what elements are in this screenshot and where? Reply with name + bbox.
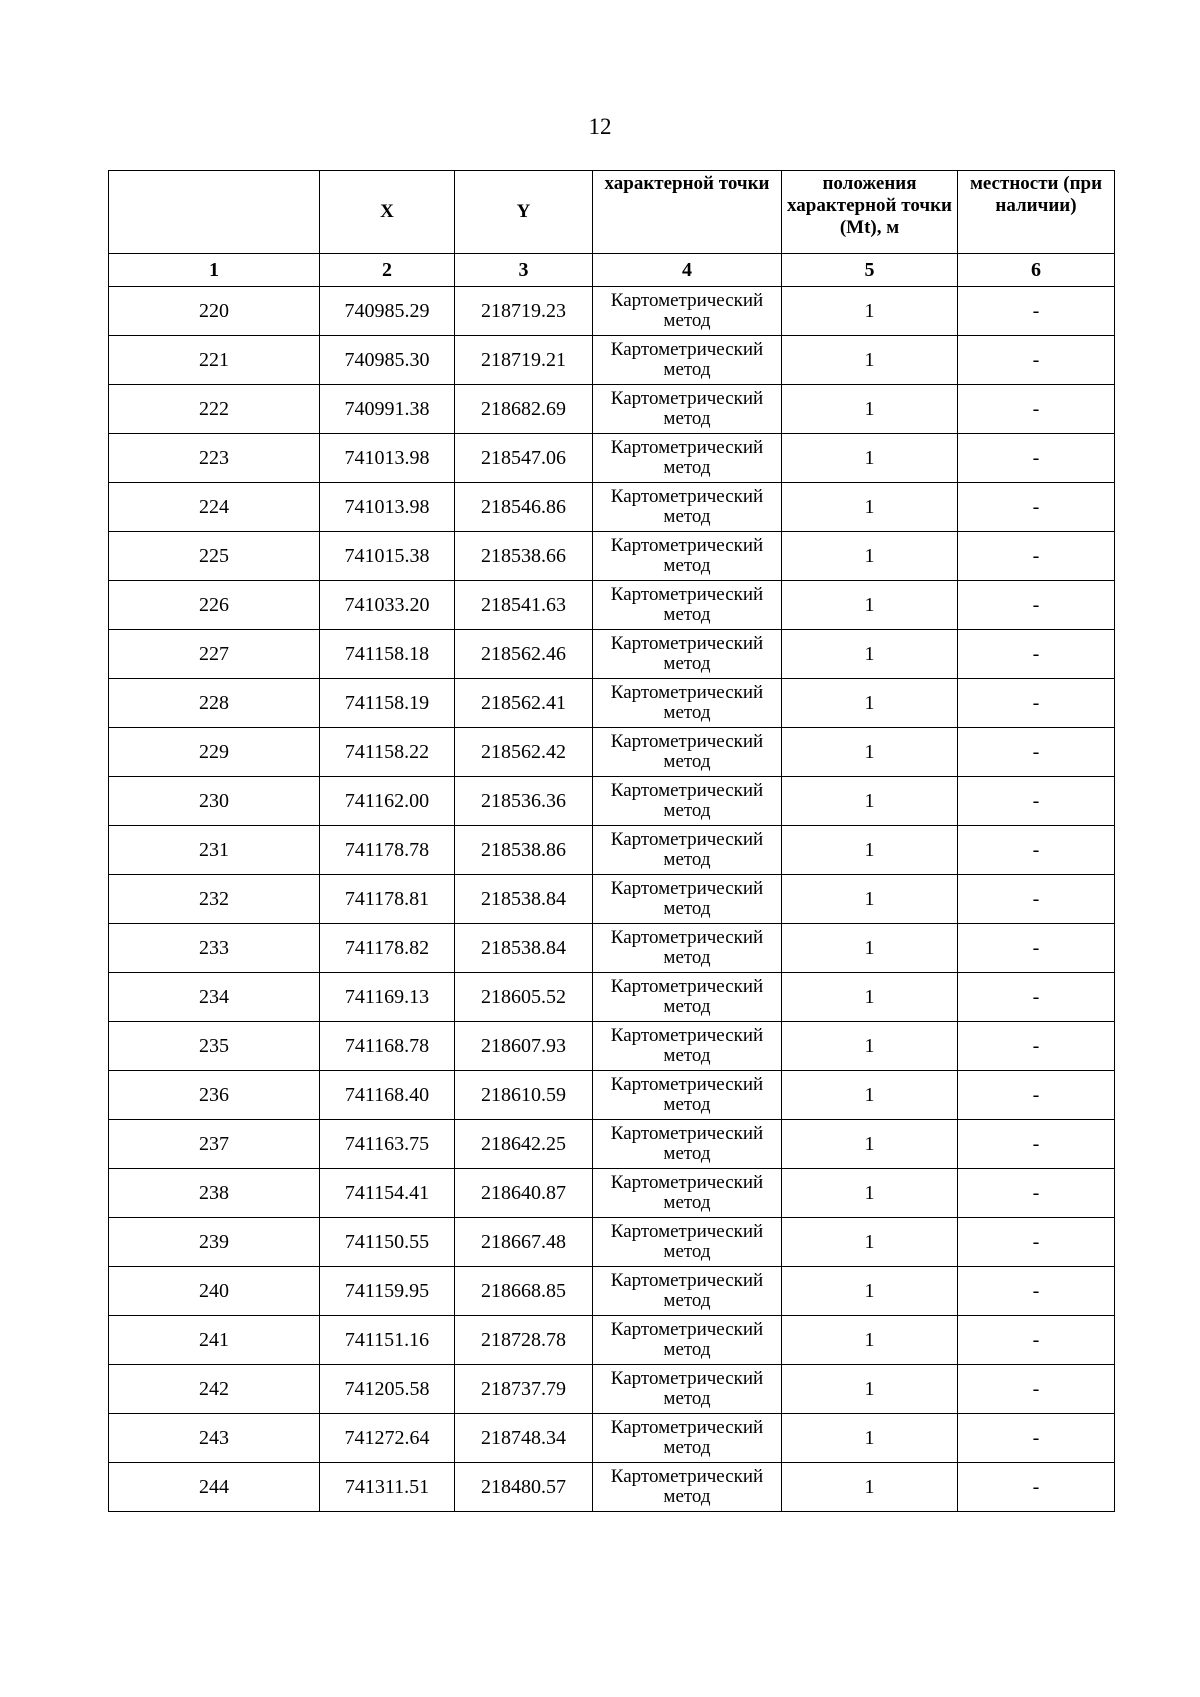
accuracy-cell: 1 [782, 483, 958, 532]
accuracy-cell: 1 [782, 1414, 958, 1463]
table-row [109, 777, 1115, 826]
x-coordinate-cell: 741169.13 [320, 973, 455, 1022]
description-cell: - [958, 336, 1115, 385]
method-line-2: метод [663, 506, 711, 527]
accuracy-cell: 1 [782, 1169, 958, 1218]
page-number: 12 [588, 114, 612, 139]
point-number-cell: 234 [109, 973, 320, 1022]
method-line-1: Картометрический [610, 486, 764, 507]
point-number-cell: 243 [109, 1414, 320, 1463]
description-cell: - [958, 1120, 1115, 1169]
table-row [109, 1071, 1115, 1120]
method-line-2: метод [663, 310, 711, 331]
method-cell [593, 728, 782, 777]
method-cell [593, 875, 782, 924]
y-coordinate-cell: 218737.79 [455, 1365, 593, 1414]
method-line-1: Картометрический [610, 1466, 764, 1487]
accuracy-cell: 1 [782, 924, 958, 973]
description-cell: - [958, 581, 1115, 630]
description-cell: - [958, 1414, 1115, 1463]
x-coordinate-cell: 741158.18 [320, 630, 455, 679]
method-cell [593, 434, 782, 483]
method-line-1: Картометрический [610, 829, 764, 850]
accuracy-cell: 1 [782, 1463, 958, 1512]
accuracy-cell: 1 [782, 973, 958, 1022]
description-cell: - [958, 924, 1115, 973]
x-coordinate-cell: 741311.51 [320, 1463, 455, 1512]
header-point-number [109, 171, 320, 254]
description-cell: - [958, 1267, 1115, 1316]
x-coordinate-cell: 741178.82 [320, 924, 455, 973]
description-cell: - [958, 287, 1115, 336]
method-line-2: метод [663, 1094, 711, 1115]
accuracy-cell: 1 [782, 1267, 958, 1316]
point-number-cell: 242 [109, 1365, 320, 1414]
x-coordinate-cell: 741150.55 [320, 1218, 455, 1267]
method-line-2: метод [663, 408, 711, 429]
x-coordinate-cell: 741158.19 [320, 679, 455, 728]
method-cell [593, 1218, 782, 1267]
header-x: X [320, 171, 455, 254]
method-cell [593, 1463, 782, 1512]
table-row [109, 532, 1115, 581]
y-coordinate-cell: 218668.85 [455, 1267, 593, 1316]
method-cell [593, 1365, 782, 1414]
point-number-cell: 239 [109, 1218, 320, 1267]
accuracy-cell: 1 [782, 581, 958, 630]
table-row [109, 1120, 1115, 1169]
column-number: 1 [109, 254, 320, 287]
description-cell: - [958, 1022, 1115, 1071]
coordinates-table [108, 170, 1115, 1512]
method-line-2: метод [663, 947, 711, 968]
x-coordinate-cell: 740985.29 [320, 287, 455, 336]
x-coordinate-cell: 741205.58 [320, 1365, 455, 1414]
method-line-2: метод [663, 604, 711, 625]
method-line-1: Картометрический [610, 1074, 764, 1095]
y-coordinate-cell: 218605.52 [455, 973, 593, 1022]
table-body [109, 287, 1115, 1512]
x-coordinate-cell: 741163.75 [320, 1120, 455, 1169]
method-cell [593, 483, 782, 532]
header-y: Y [455, 171, 593, 254]
x-coordinate-cell: 741154.41 [320, 1169, 455, 1218]
description-cell: - [958, 777, 1115, 826]
y-coordinate-cell: 218562.41 [455, 679, 593, 728]
method-line-2: метод [663, 359, 711, 380]
point-number-cell: 226 [109, 581, 320, 630]
y-coordinate-cell: 218541.63 [455, 581, 593, 630]
table-row [109, 287, 1115, 336]
description-cell: - [958, 434, 1115, 483]
description-cell: - [958, 826, 1115, 875]
method-line-1: Картометрический [610, 584, 764, 605]
method-line-1: Картометрический [610, 290, 764, 311]
table-row [109, 1463, 1115, 1512]
point-number-cell: 228 [109, 679, 320, 728]
method-line-1: Картометрический [610, 1221, 764, 1242]
table-row [109, 1022, 1115, 1071]
point-number-cell: 233 [109, 924, 320, 973]
table-row [109, 385, 1115, 434]
method-cell [593, 924, 782, 973]
method-line-2: метод [663, 702, 711, 723]
accuracy-cell: 1 [782, 1071, 958, 1120]
method-line-2: метод [663, 1339, 711, 1360]
point-number-cell: 229 [109, 728, 320, 777]
table-row [109, 336, 1115, 385]
point-number-cell: 223 [109, 434, 320, 483]
table-row [109, 581, 1115, 630]
accuracy-cell: 1 [782, 434, 958, 483]
y-coordinate-cell: 218667.48 [455, 1218, 593, 1267]
accuracy-cell: 1 [782, 777, 958, 826]
point-number-cell: 235 [109, 1022, 320, 1071]
description-cell: - [958, 630, 1115, 679]
point-number-cell: 238 [109, 1169, 320, 1218]
x-coordinate-cell: 741159.95 [320, 1267, 455, 1316]
method-line-2: метод [663, 1241, 711, 1262]
method-cell [593, 1169, 782, 1218]
description-cell: - [958, 1463, 1115, 1512]
description-cell: - [958, 1218, 1115, 1267]
accuracy-cell: 1 [782, 630, 958, 679]
y-coordinate-cell: 218538.84 [455, 924, 593, 973]
x-coordinate-cell: 741015.38 [320, 532, 455, 581]
header-method: характерной точки [593, 171, 782, 254]
y-coordinate-cell: 218607.93 [455, 1022, 593, 1071]
method-line-1: Картометрический [610, 633, 764, 654]
column-number: 6 [958, 254, 1115, 287]
point-number-cell: 231 [109, 826, 320, 875]
table-row [109, 630, 1115, 679]
description-cell: - [958, 875, 1115, 924]
point-number-cell: 230 [109, 777, 320, 826]
table-row [109, 1316, 1115, 1365]
method-cell [593, 581, 782, 630]
method-line-1: Картометрический [610, 682, 764, 703]
method-line-1: Картометрический [610, 780, 764, 801]
method-cell [593, 1022, 782, 1071]
column-number: 3 [455, 254, 593, 287]
x-coordinate-cell: 741178.81 [320, 875, 455, 924]
method-cell [593, 826, 782, 875]
header-description: местности (при наличии) [958, 171, 1115, 254]
point-number-cell: 224 [109, 483, 320, 532]
description-cell: - [958, 1169, 1115, 1218]
table-row [109, 924, 1115, 973]
x-coordinate-cell: 741272.64 [320, 1414, 455, 1463]
column-number-row [109, 254, 1115, 287]
x-coordinate-cell: 741013.98 [320, 434, 455, 483]
description-cell: - [958, 728, 1115, 777]
y-coordinate-cell: 218562.46 [455, 630, 593, 679]
y-coordinate-cell: 218536.36 [455, 777, 593, 826]
method-cell [593, 287, 782, 336]
y-coordinate-cell: 218538.66 [455, 532, 593, 581]
description-cell: - [958, 532, 1115, 581]
y-coordinate-cell: 218682.69 [455, 385, 593, 434]
x-coordinate-cell: 740985.30 [320, 336, 455, 385]
accuracy-cell: 1 [782, 1022, 958, 1071]
description-cell: - [958, 1365, 1115, 1414]
accuracy-cell: 1 [782, 679, 958, 728]
method-line-2: метод [663, 653, 711, 674]
method-line-1: Картометрический [610, 1270, 764, 1291]
point-number-cell: 221 [109, 336, 320, 385]
y-coordinate-cell: 218640.87 [455, 1169, 593, 1218]
method-cell [593, 1414, 782, 1463]
y-coordinate-cell: 218538.86 [455, 826, 593, 875]
point-number-cell: 236 [109, 1071, 320, 1120]
method-line-1: Картометрический [610, 1123, 764, 1144]
accuracy-cell: 1 [782, 385, 958, 434]
method-line-1: Картометрический [610, 535, 764, 556]
accuracy-cell: 1 [782, 728, 958, 777]
y-coordinate-cell: 218547.06 [455, 434, 593, 483]
method-line-2: метод [663, 800, 711, 821]
column-number: 4 [593, 254, 782, 287]
point-number-cell: 227 [109, 630, 320, 679]
x-coordinate-cell: 741151.16 [320, 1316, 455, 1365]
method-line-1: Картометрический [610, 731, 764, 752]
point-number-cell: 225 [109, 532, 320, 581]
x-coordinate-cell: 741168.78 [320, 1022, 455, 1071]
table-row [109, 728, 1115, 777]
method-cell [593, 630, 782, 679]
method-cell [593, 1071, 782, 1120]
method-cell [593, 777, 782, 826]
table-row [109, 973, 1115, 1022]
method-cell [593, 1267, 782, 1316]
method-line-2: метод [663, 751, 711, 772]
description-cell: - [958, 973, 1115, 1022]
y-coordinate-cell: 218480.57 [455, 1463, 593, 1512]
method-line-2: метод [663, 1290, 711, 1311]
table-row [109, 1414, 1115, 1463]
point-number-cell: 220 [109, 287, 320, 336]
accuracy-cell: 1 [782, 1316, 958, 1365]
method-line-1: Картометрический [610, 388, 764, 409]
table-row [109, 875, 1115, 924]
method-line-2: метод [663, 1045, 711, 1066]
method-cell [593, 1316, 782, 1365]
method-cell [593, 973, 782, 1022]
description-cell: - [958, 679, 1115, 728]
method-line-2: метод [663, 849, 711, 870]
method-line-2: метод [663, 555, 711, 576]
column-number: 2 [320, 254, 455, 287]
method-cell [593, 1120, 782, 1169]
method-line-1: Картометрический [610, 1172, 764, 1193]
method-line-2: метод [663, 1486, 711, 1507]
y-coordinate-cell: 218546.86 [455, 483, 593, 532]
accuracy-cell: 1 [782, 287, 958, 336]
accuracy-cell: 1 [782, 1218, 958, 1267]
method-line-2: метод [663, 1192, 711, 1213]
table-row [109, 679, 1115, 728]
description-cell: - [958, 385, 1115, 434]
method-cell [593, 532, 782, 581]
method-line-1: Картометрический [610, 1319, 764, 1340]
method-line-1: Картометрический [610, 927, 764, 948]
x-coordinate-cell: 741168.40 [320, 1071, 455, 1120]
table-row [109, 434, 1115, 483]
y-coordinate-cell: 218719.21 [455, 336, 593, 385]
table-row [109, 1267, 1115, 1316]
method-line-2: метод [663, 1143, 711, 1164]
method-line-2: метод [663, 457, 711, 478]
table-row [109, 1365, 1115, 1414]
point-number-cell: 244 [109, 1463, 320, 1512]
accuracy-cell: 1 [782, 532, 958, 581]
method-line-1: Картометрический [610, 1417, 764, 1438]
y-coordinate-cell: 218642.25 [455, 1120, 593, 1169]
x-coordinate-cell: 741013.98 [320, 483, 455, 532]
method-line-2: метод [663, 1388, 711, 1409]
method-line-2: метод [663, 996, 711, 1017]
y-coordinate-cell: 218728.78 [455, 1316, 593, 1365]
header-accuracy: положения характерной точки (Mt), м [782, 171, 958, 254]
point-number-cell: 240 [109, 1267, 320, 1316]
method-cell [593, 679, 782, 728]
point-number-cell: 241 [109, 1316, 320, 1365]
x-coordinate-cell: 740991.38 [320, 385, 455, 434]
method-line-1: Картометрический [610, 339, 764, 360]
method-line-1: Картометрический [610, 976, 764, 997]
method-line-1: Картометрический [610, 878, 764, 899]
x-coordinate-cell: 741033.20 [320, 581, 455, 630]
point-number-cell: 232 [109, 875, 320, 924]
method-line-1: Картометрический [610, 437, 764, 458]
y-coordinate-cell: 218562.42 [455, 728, 593, 777]
description-cell: - [958, 483, 1115, 532]
method-line-1: Картометрический [610, 1368, 764, 1389]
point-number-cell: 237 [109, 1120, 320, 1169]
y-coordinate-cell: 218538.84 [455, 875, 593, 924]
accuracy-cell: 1 [782, 875, 958, 924]
method-line-1: Картометрический [610, 1025, 764, 1046]
y-coordinate-cell: 218748.34 [455, 1414, 593, 1463]
table-row [109, 826, 1115, 875]
method-line-2: метод [663, 898, 711, 919]
y-coordinate-cell: 218719.23 [455, 287, 593, 336]
column-number: 5 [782, 254, 958, 287]
table-row [109, 1169, 1115, 1218]
table-header-row [109, 171, 1115, 254]
x-coordinate-cell: 741158.22 [320, 728, 455, 777]
description-cell: - [958, 1071, 1115, 1120]
accuracy-cell: 1 [782, 1365, 958, 1414]
method-line-2: метод [663, 1437, 711, 1458]
table-row [109, 1218, 1115, 1267]
accuracy-cell: 1 [782, 1120, 958, 1169]
accuracy-cell: 1 [782, 336, 958, 385]
method-cell [593, 385, 782, 434]
x-coordinate-cell: 741162.00 [320, 777, 455, 826]
table-row [109, 483, 1115, 532]
description-cell: - [958, 1316, 1115, 1365]
y-coordinate-cell: 218610.59 [455, 1071, 593, 1120]
point-number-cell: 222 [109, 385, 320, 434]
method-cell [593, 336, 782, 385]
x-coordinate-cell: 741178.78 [320, 826, 455, 875]
accuracy-cell: 1 [782, 826, 958, 875]
